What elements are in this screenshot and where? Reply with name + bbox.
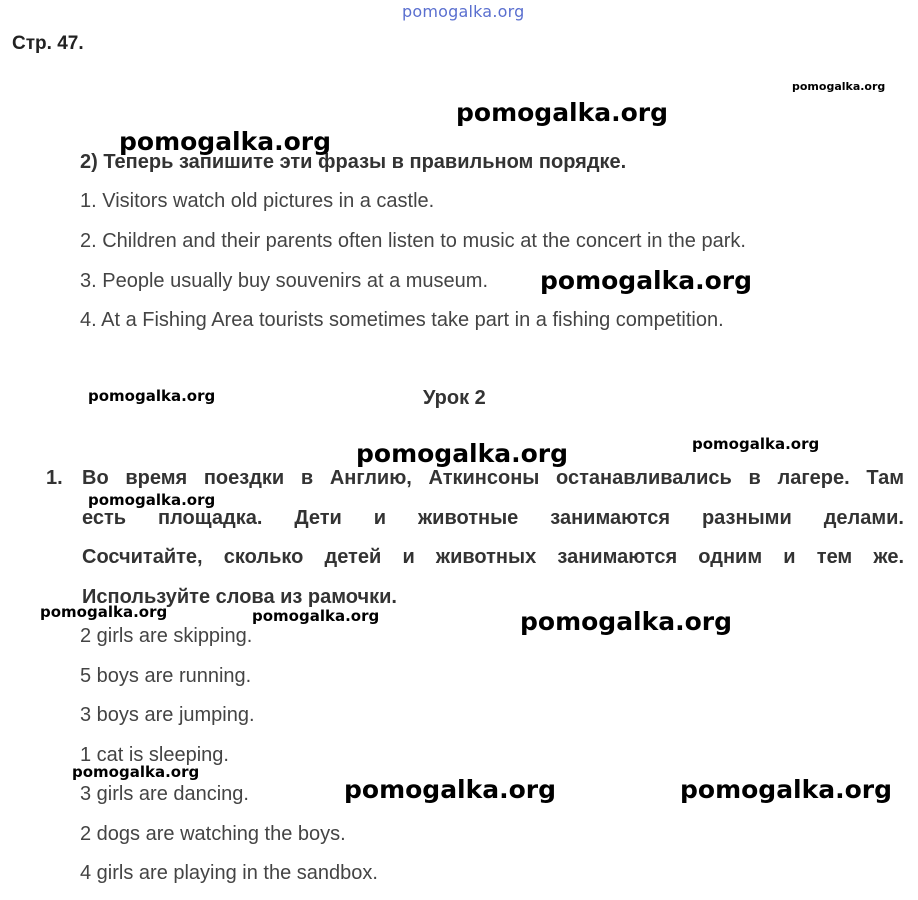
- answer-line: 1 cat is sleeping.: [80, 744, 229, 766]
- exercise-line: 1. Visitors watch old pictures in a castle.: [80, 190, 435, 212]
- exercise-line: 3. People usually buy souvenirs at a museum.: [80, 270, 488, 292]
- answer-line: 5 boys are running.: [80, 665, 252, 687]
- task-text-line: Во время поездки в Англию, Аткинсоны останавливались в лагере. Там: [82, 467, 904, 489]
- exercise-line: 4. At a Fishing Area tourists sometimes take part in a fishing competition.: [80, 309, 724, 331]
- answer-line: 3 girls are dancing.: [80, 783, 249, 805]
- answer-line: 2 girls are skipping.: [80, 625, 253, 647]
- task-text-line: Сосчитайте, сколько детей и животных занимаются одним и тем же.: [82, 546, 904, 568]
- watermark: pomogalka.org: [680, 775, 893, 804]
- site-watermark-top: pomogalka.org: [402, 2, 525, 21]
- answer-line: 3 boys are jumping.: [80, 704, 255, 726]
- watermark: pomogalka.org: [88, 491, 216, 509]
- task-text-line: есть площадка. Дети и животные занимаются разными делами.: [82, 507, 904, 529]
- answer-line: 2 dogs are watching the boys.: [80, 823, 346, 845]
- watermark: pomogalka.org: [344, 775, 557, 804]
- lesson-title: Урок 2: [423, 387, 486, 409]
- watermark: pomogalka.org: [520, 607, 733, 636]
- watermark: pomogalka.org: [792, 80, 886, 93]
- answer-line: 4 girls are playing in the sandbox.: [80, 862, 378, 884]
- watermark: pomogalka.org: [692, 435, 820, 453]
- watermark: pomogalka.org: [40, 603, 168, 621]
- watermark: pomogalka.org: [72, 763, 200, 781]
- watermark: pomogalka.org: [540, 266, 753, 295]
- watermark: pomogalka.org: [119, 127, 332, 156]
- task-number: 1.: [46, 467, 63, 489]
- watermark: pomogalka.org: [356, 439, 569, 468]
- watermark: pomogalka.org: [252, 607, 380, 625]
- page-number: Стр. 47.: [12, 33, 84, 54]
- exercise-line: 2. Children and their parents often listen to music at the concert in the park.: [80, 230, 746, 252]
- watermark: pomogalka.org: [456, 98, 669, 127]
- task-text-line: Используйте слова из рамочки.: [82, 586, 397, 608]
- exercise-heading: 2) Теперь запишите эти фразы в правильном порядке.: [80, 151, 627, 173]
- watermark: pomogalka.org: [88, 387, 216, 405]
